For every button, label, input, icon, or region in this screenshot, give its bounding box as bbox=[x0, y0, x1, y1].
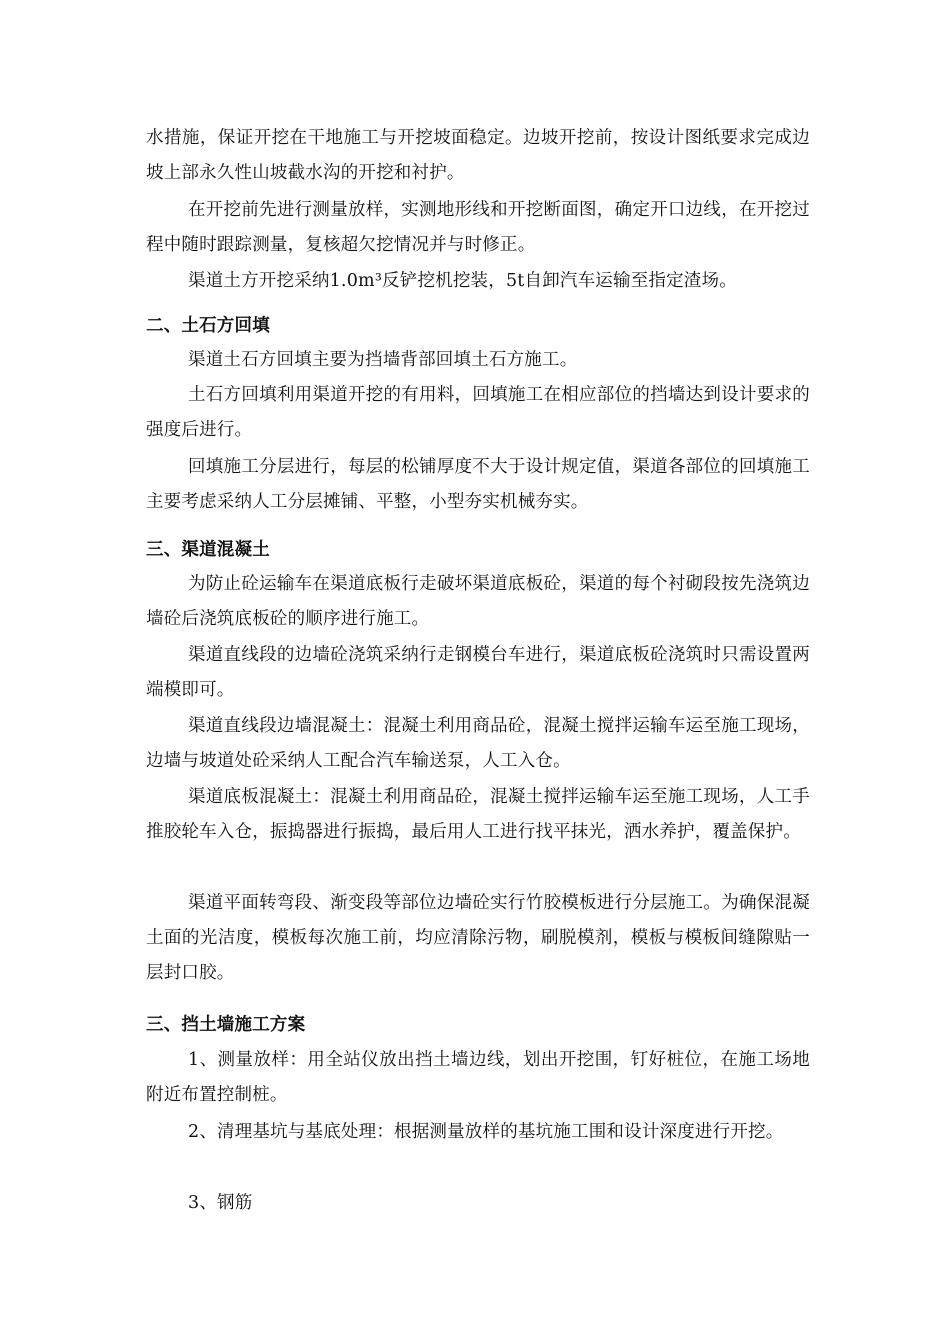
paragraph-concrete-5: 渠道平面转弯段、渐变段等部位边墙砼实行竹胶模板进行分层施工。为确保混凝土面的光洁度，模板每次施工前，均应清除污物，刷脱模剂，模板与模板间缝隙贴一层封口胶。 bbox=[146, 893, 810, 983]
paragraph-backfill-2: 土石方回填利用渠道开挖的有用料，回填施工在相应部位的挡墙达到设计要求的强度后进行。 bbox=[146, 385, 810, 440]
paragraph-backfill-1: 渠道土石方回填主要为挡墙背部回填土石方施工。 bbox=[188, 350, 578, 370]
paragraph-concrete-2: 渠道直线段的边墙砼浇筑采纳行走钢模台车进行，渠道底板砼浇筑时只需设置两端模即可。 bbox=[146, 645, 810, 700]
heading-retaining-wall: 三、挡土墙施工方案 bbox=[146, 1015, 306, 1035]
paragraph-survey: 在开挖前先进行测量放样，实测地形线和开挖断面图，确定开口边线，在开挖过程中随时跟踪测量，复核超欠挖情况并与时修正。 bbox=[146, 200, 810, 255]
paragraph-wall-1: 1、测量放样：用全站仪放出挡土墙边线，划出开挖围，钉好桩位，在施工场地附近布置控制桩。 bbox=[146, 1050, 810, 1105]
paragraph-concrete-3: 渠道直线段边墙混凝土：混凝土利用商品砼，混凝土搅拌运输车运至施工现场，边墙与坡道处砼采纳人工配合汽车输送泵，人工入仓。 bbox=[146, 716, 810, 771]
heading-backfill: 二、土石方回填 bbox=[146, 316, 270, 336]
paragraph-drainage-continued: 水措施，保证开挖在干地施工与开挖坡面稳定。边坡开挖前，按设计图纸要求完成边坡上部永久性山坡截水沟的开挖和衬护。 bbox=[146, 128, 810, 183]
paragraph-wall-2: 2、清理基坑与基底处理：根据测量放样的基坑施工围和设计深度进行开挖。 bbox=[188, 1122, 784, 1142]
paragraph-backfill-3: 回填施工分层进行，每层的松铺厚度不大于设计规定值，渠道各部位的回填施工主要考虑采纳人工分层摊铺、平整，小型夯实机械夯实。 bbox=[146, 457, 810, 512]
paragraph-earth-excavation: 渠道土方开挖采纳1.0m³反铲挖机挖装，5t自卸汽车运输至指定渣场。 bbox=[188, 271, 737, 291]
heading-channel-concrete: 三、渠道混凝土 bbox=[146, 540, 270, 560]
paragraph-concrete-1: 为防止砼运输车在渠道底板行走破坏渠道底板砼，渠道的每个衬砌段按先浇筑边墙砼后浇筑底板砼的顺序进行施工。 bbox=[146, 574, 810, 629]
paragraph-wall-3: 3、钢筋 bbox=[188, 1193, 253, 1213]
paragraph-concrete-4: 渠道底板混凝土：混凝土利用商品砼，混凝土搅拌运输车运至施工现场，人工手推胶轮车入仓，振捣器进行振捣，最后用人工进行找平抹光，洒水养护，覆盖保护。 bbox=[146, 787, 810, 842]
